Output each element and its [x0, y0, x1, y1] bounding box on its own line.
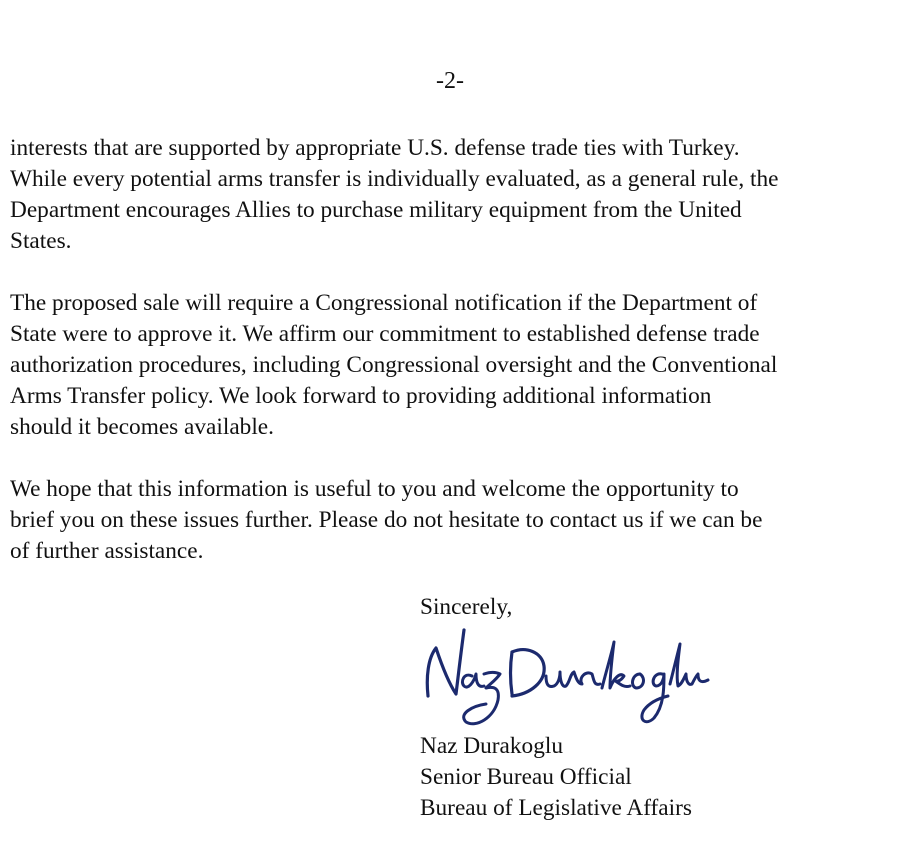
paragraph-line: Arms Transfer policy. We look forward to providing additional information	[10, 383, 712, 409]
signature-stroke	[427, 630, 464, 696]
paragraph-line: While every potential arms transfer is individually evaluated, as a general rule, the	[10, 166, 779, 192]
paragraph-line: The proposed sale will require a Congressional notification if the Department of	[10, 290, 758, 316]
paragraph-1	[10, 133, 890, 257]
signature-stroke	[462, 674, 484, 687]
paragraph-line: Department encourages Allies to purchase military equipment from the United	[10, 197, 742, 223]
paragraph-line: interests that are supported by appropriate U.S. defense trade ties with Turkey.	[10, 135, 740, 161]
paragraph-line: States.	[10, 228, 72, 254]
signature-block	[420, 731, 692, 824]
page-number: -2-	[436, 68, 464, 94]
signer-name: Naz Durakoglu	[420, 733, 563, 759]
signature-stroke	[546, 672, 600, 687]
signature-stroke	[511, 650, 545, 696]
paragraph-line: authorization procedures, including Congressional oversight and the Conventional	[10, 352, 778, 378]
paragraph-line: brief you on these issues further. Please do not hesitate to contact us if we can be	[10, 507, 763, 533]
signature-stroke	[642, 674, 668, 722]
letter-body	[10, 133, 890, 598]
signature-stroke	[670, 644, 708, 686]
signature-stroke	[602, 642, 630, 688]
paragraph-line: We hope that this information is useful to you and welcome the opportunity to	[10, 476, 739, 502]
signature-stroke	[633, 674, 644, 688]
paragraph-line: of further assistance.	[10, 538, 204, 564]
closing-salutation: Sincerely,	[420, 594, 513, 620]
paragraph-line: should it becomes available.	[10, 414, 274, 440]
signature-stroke	[464, 673, 500, 724]
signer-title: Senior Bureau Official	[420, 764, 632, 790]
handwritten-signature	[414, 622, 714, 732]
signer-bureau: Bureau of Legislative Affairs	[420, 795, 692, 821]
paragraph-line: State were to approve it. We affirm our commitment to established defense trade	[10, 321, 760, 347]
paragraph-2	[10, 288, 890, 443]
paragraph-3	[10, 474, 890, 567]
